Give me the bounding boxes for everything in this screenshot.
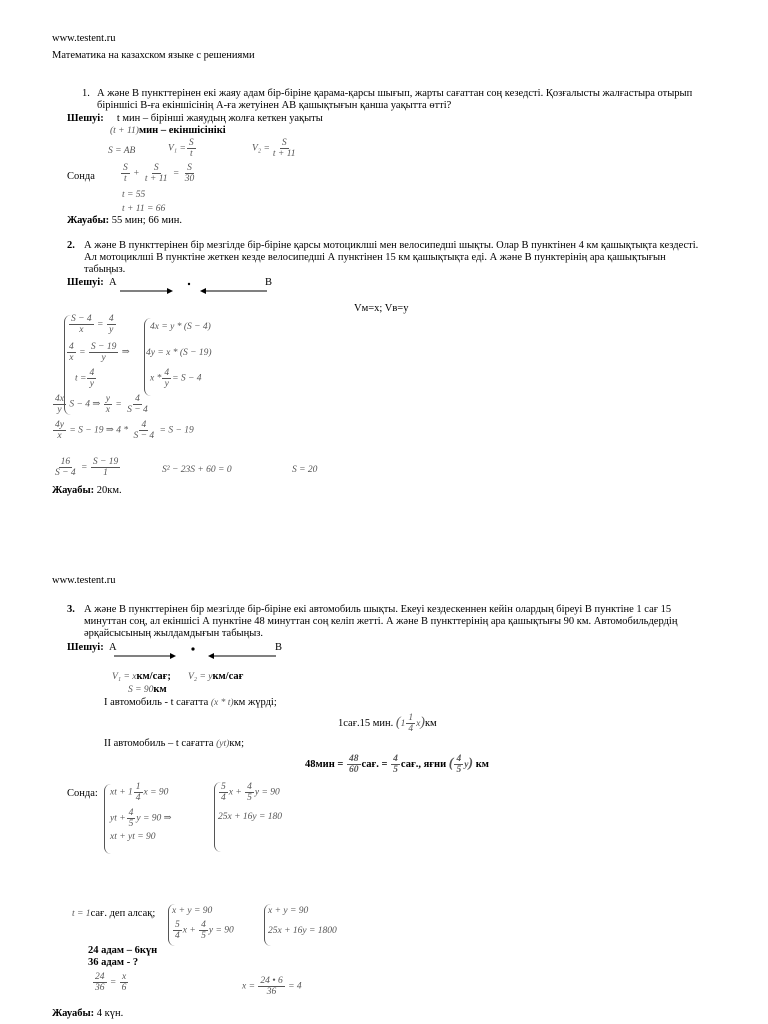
problem-2-r2: 4y = x * (S − 19) [146,348,212,358]
problem-2-speeds: Vм=x; Vв=y [354,303,409,314]
problem-3-s1-c: xt + yt = 90 [110,832,156,842]
problem-3-point-b: В [275,642,283,653]
problem-3-s1-a: xt + 1 $\frac{1}{4}$ x = 90 [110,782,169,803]
problem-3-s4-a: x + y = 90 [268,906,309,916]
site-url-2: www.testent.ru [52,575,116,586]
problem-1-number: 1. [82,88,90,99]
problem-3-s4-b: 25x + 16y = 1800 [268,926,337,936]
problem-2-eq2: $\frac{4}{x}$ = $\frac{S - 19}{y}$ ⇒ [69,342,130,363]
problem-1-s-eq: S = AB [108,146,136,156]
problem-1-v1: V₁ = $\frac{S}{t}$ [168,138,194,159]
problem-1-result-t11: t + 11 = 66 [122,204,166,214]
extra-line-1: 24 адам – 6күн [88,945,158,956]
site-url: www.testent.ru [52,33,116,44]
problem-3-solution: Шешуі: А [67,642,117,653]
problem-2-eq1: $\frac{S - 4}{x}$ = $\frac{4}{y}$ [71,314,114,335]
problem-2-r1: 4x = y * (S − 4) [150,322,211,332]
problem-2-number: 2. [67,240,75,251]
problem-2-quadratic: S² − 23S + 60 = 0 [162,465,232,475]
problem-2-eq4: $\frac{4x}{y}$ S − 4 ⇒ $\frac{y}{x}$ = $\frac{4}{S - 4}$ [55,394,148,415]
problem-2-solution: Шешуі: А [67,277,117,288]
problem-1-answer: Жауабы: 55 мин; 66 мин. [67,215,182,226]
extra-proportion: $\frac{24}{36}$ = $\frac{x}{6}$ [95,972,127,993]
problem-1-equation: $\frac{S}{t}$ + $\frac{S}{t + 11}$ = $\frac{S}{30}$ [123,163,195,184]
problem-1-line2: (t + 11)мин – екіншісінікі [110,125,226,136]
problem-3-s90: S = 90км [128,684,167,695]
problem-3-then-label: Сонда: [67,788,98,799]
problem-3-s2-b: 25x + 16y = 180 [218,812,283,822]
problem-3-t-assume: t = 1сағ. деп алсақ; [72,908,156,919]
problem-1-then-label: Сонда [67,171,95,182]
problem-2-point-b: В [265,277,273,288]
problem-3-s1-b: yt + $\frac{4}{5}$ y = 90 ⇒ [110,808,172,829]
problem-3-auto1: I автомобиль - t сағатта (x * t)км жүрді; [104,697,277,708]
problem-2-eq5: $\frac{4y}{x}$ = S − 19 ⇒ 4 * $\frac{4}{S - 4}$ = S − 19 [55,420,194,441]
problem-3-s3-b: $\frac{5}{4}$ x + $\frac{4}{5}$ y = 90 [175,920,234,941]
extra-result: x = $\frac{24 • 6}{36}$ = 4 [242,976,302,997]
extra-line-2: 36 адам - ? [88,957,139,968]
problem-1-question: А және В пункттерінен екі жаяу адам бір-біріне қарама-қарсы шығып, жарты сағаттан соң кезедсті. Қозғалысты жалғастыра отырып біріншісі В-ға екіншісінің А-ға жетуінен АВ қашықтығын қанша уақытта өтті? [97,88,693,111]
problem-3-time2: 48мин = $\frac{48}{60}$ сағ. = $\frac{4}{5}$ сағ., яғни ( $\frac{4}{5}$ y) км [305,754,489,775]
problem-3-number: 3. [67,604,75,615]
problem-3-time1: 1сағ.15 мин. (1 $\frac{1}{4}$ x)км [338,713,437,734]
problem-3-answer: Жауабы: 4 күн. [52,1008,124,1019]
problem-3-s3-a: x + y = 90 [172,906,213,916]
problem-2-eq6: $\frac{16}{S - 4}$ = $\frac{S - 19}{1}$ [55,457,119,478]
problem-2-question: А және В пункттерінен бір мезгілде бір-біріне қарсы мотоциклші мен велосипедші шықты. Олар В пунктінен 4 км қашықтықта кездесті. Ал мотоциклші В пунктіне жеткен кезде велосипедші А пунктінен 15 км қашықтықта еді. А және В пунктерінің ара қашықтығын табыңыз. [84,240,699,275]
problem-1-v2: V₂ = $\frac{S}{t + 11}$ [252,138,296,159]
problem-2-s-result: S = 20 [292,465,318,475]
problem-1-solution: Шешуі: t мин – бірінші жаяудың жолға кеткен уақыты [67,113,323,124]
problem-1-result-t: t = 55 [122,190,146,200]
problem-3-question: А және В пункттерінен бір мезгілде бір-біріне екі автомобиль шықты. Екеуі кездескеннен кейін олардың біреуі В пунктіне 1 сағ 15 минуттан соң, ал екіншісі А пунктіне 48 минуттан соң келіп жетті. А және В пункттерінің ара қашықтығы 90 км. Автомобильдердің әрқайсысының жылдамдығын табыңыз. [84,604,678,639]
problem-3-s2-a: $\frac{5}{4}$ x + $\frac{4}{5}$ y = 90 [221,782,280,803]
problem-2-eq3: t = $\frac{4}{y}$ [75,368,95,389]
problem-3-v1: V₁ = xкм/сағ; [112,671,171,682]
page-subtitle: Математика на казахском языке с решениями [52,50,255,61]
problem-2-answer: Жауабы: 20км. [52,485,122,496]
problem-3-auto2: II автомобиль – t сағатта (yt)км; [104,738,244,749]
problem-2-r3: x * $\frac{4}{y}$ = S − 4 [150,368,202,389]
problem-3-v2: V₂ = yкм/сағ [188,671,244,682]
